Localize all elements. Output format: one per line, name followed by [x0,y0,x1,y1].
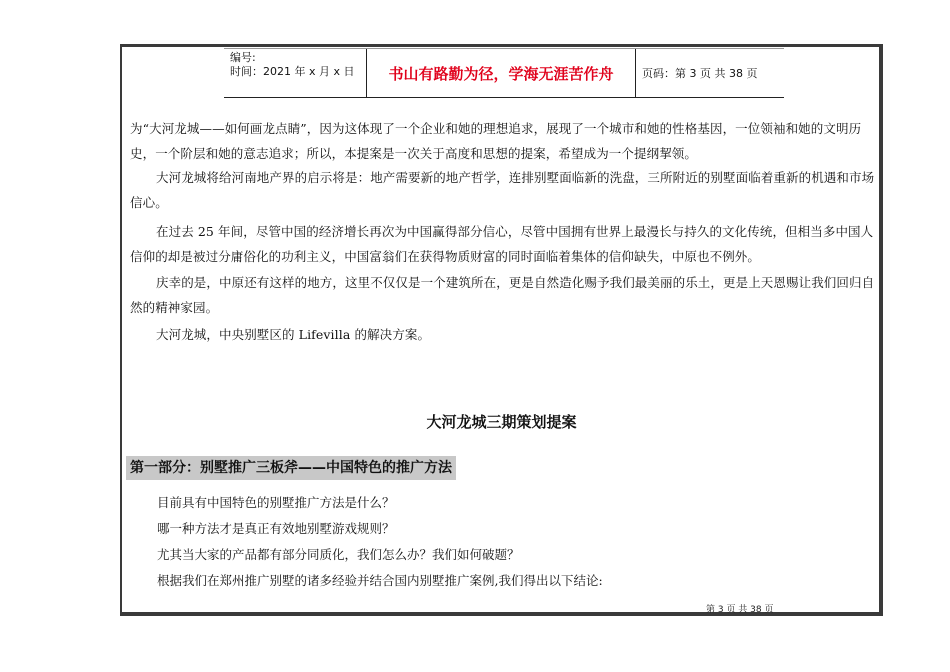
header-motto: 书山有路勤为径，学海无涯苦作舟 [367,49,636,97]
body-paragraph-1: 为“大河龙城——如何画龙点睛”，因为这体现了一个企业和她的理想追求，展现了一个城市和她的性格基因，一位领袖和她的文明历史，一个阶层和她的意志追求；所以，本提案是一次关于高度和思想的提案，希望成为一个提纲挈领。 [130,121,862,161]
section-heading: 第一部分：别墅推广三板斧——中国特色的推广方法 [126,456,456,480]
question-line-2: 哪一种方法才是真正有效地别墅游戏规则？ [157,521,395,536]
body-paragraph-4: 庆幸的是，中原还有这样的地方，这里不仅仅是一个建筑所在，更是自然造化赐予我们最美丽的乐土，更是上天恩赐让我们回归自然的精神家园。 [130,275,875,315]
question-line-3: 尤其当大家的产品都有部分同质化，我们怎么办？我们如何破题？ [157,547,520,562]
body-paragraph-3: 在过去 25 年间，尽管中国的经济增长再次为中国赢得部分信心，尽管中国拥有世界上最漫长与持久的文化传统，但相当多中国人信仰的却是被过分庸俗化的功利主义，中国富翁们在获得物质财富的同时面临着集体的信仰缺失，中原也不例外。 [130,224,874,264]
body-paragraph-2: 大河龙城将给河南地产界的启示将是：地产需要新的地产哲学，连排别墅面临新的洗盘，三所附近的别墅面临着重新的机遇和市场信心。 [130,170,875,210]
question-line-4: 根据我们在郑州推广别墅的诸多经验并结合国内别墅推广案例,我们得出以下结论: [157,573,603,588]
body-paragraph-5: 大河龙城，中央别墅区的 Lifevilla 的解决方案。 [156,327,431,342]
header-page-label: 页码：第 3 页 共 38 页 [642,67,758,80]
page-header [224,48,784,98]
document-title: 大河龙城三期策划提案 [426,413,577,431]
page-footer: 第 3 页 共 38 页 [706,605,774,615]
header-number-label: 编号: [230,51,256,64]
question-line-1: 目前具有中国特色的别墅推广方法是什么？ [157,495,395,510]
header-date-label: 时间：2021 年 x 月 x 日 [230,65,355,78]
header-left-cell [224,49,367,97]
